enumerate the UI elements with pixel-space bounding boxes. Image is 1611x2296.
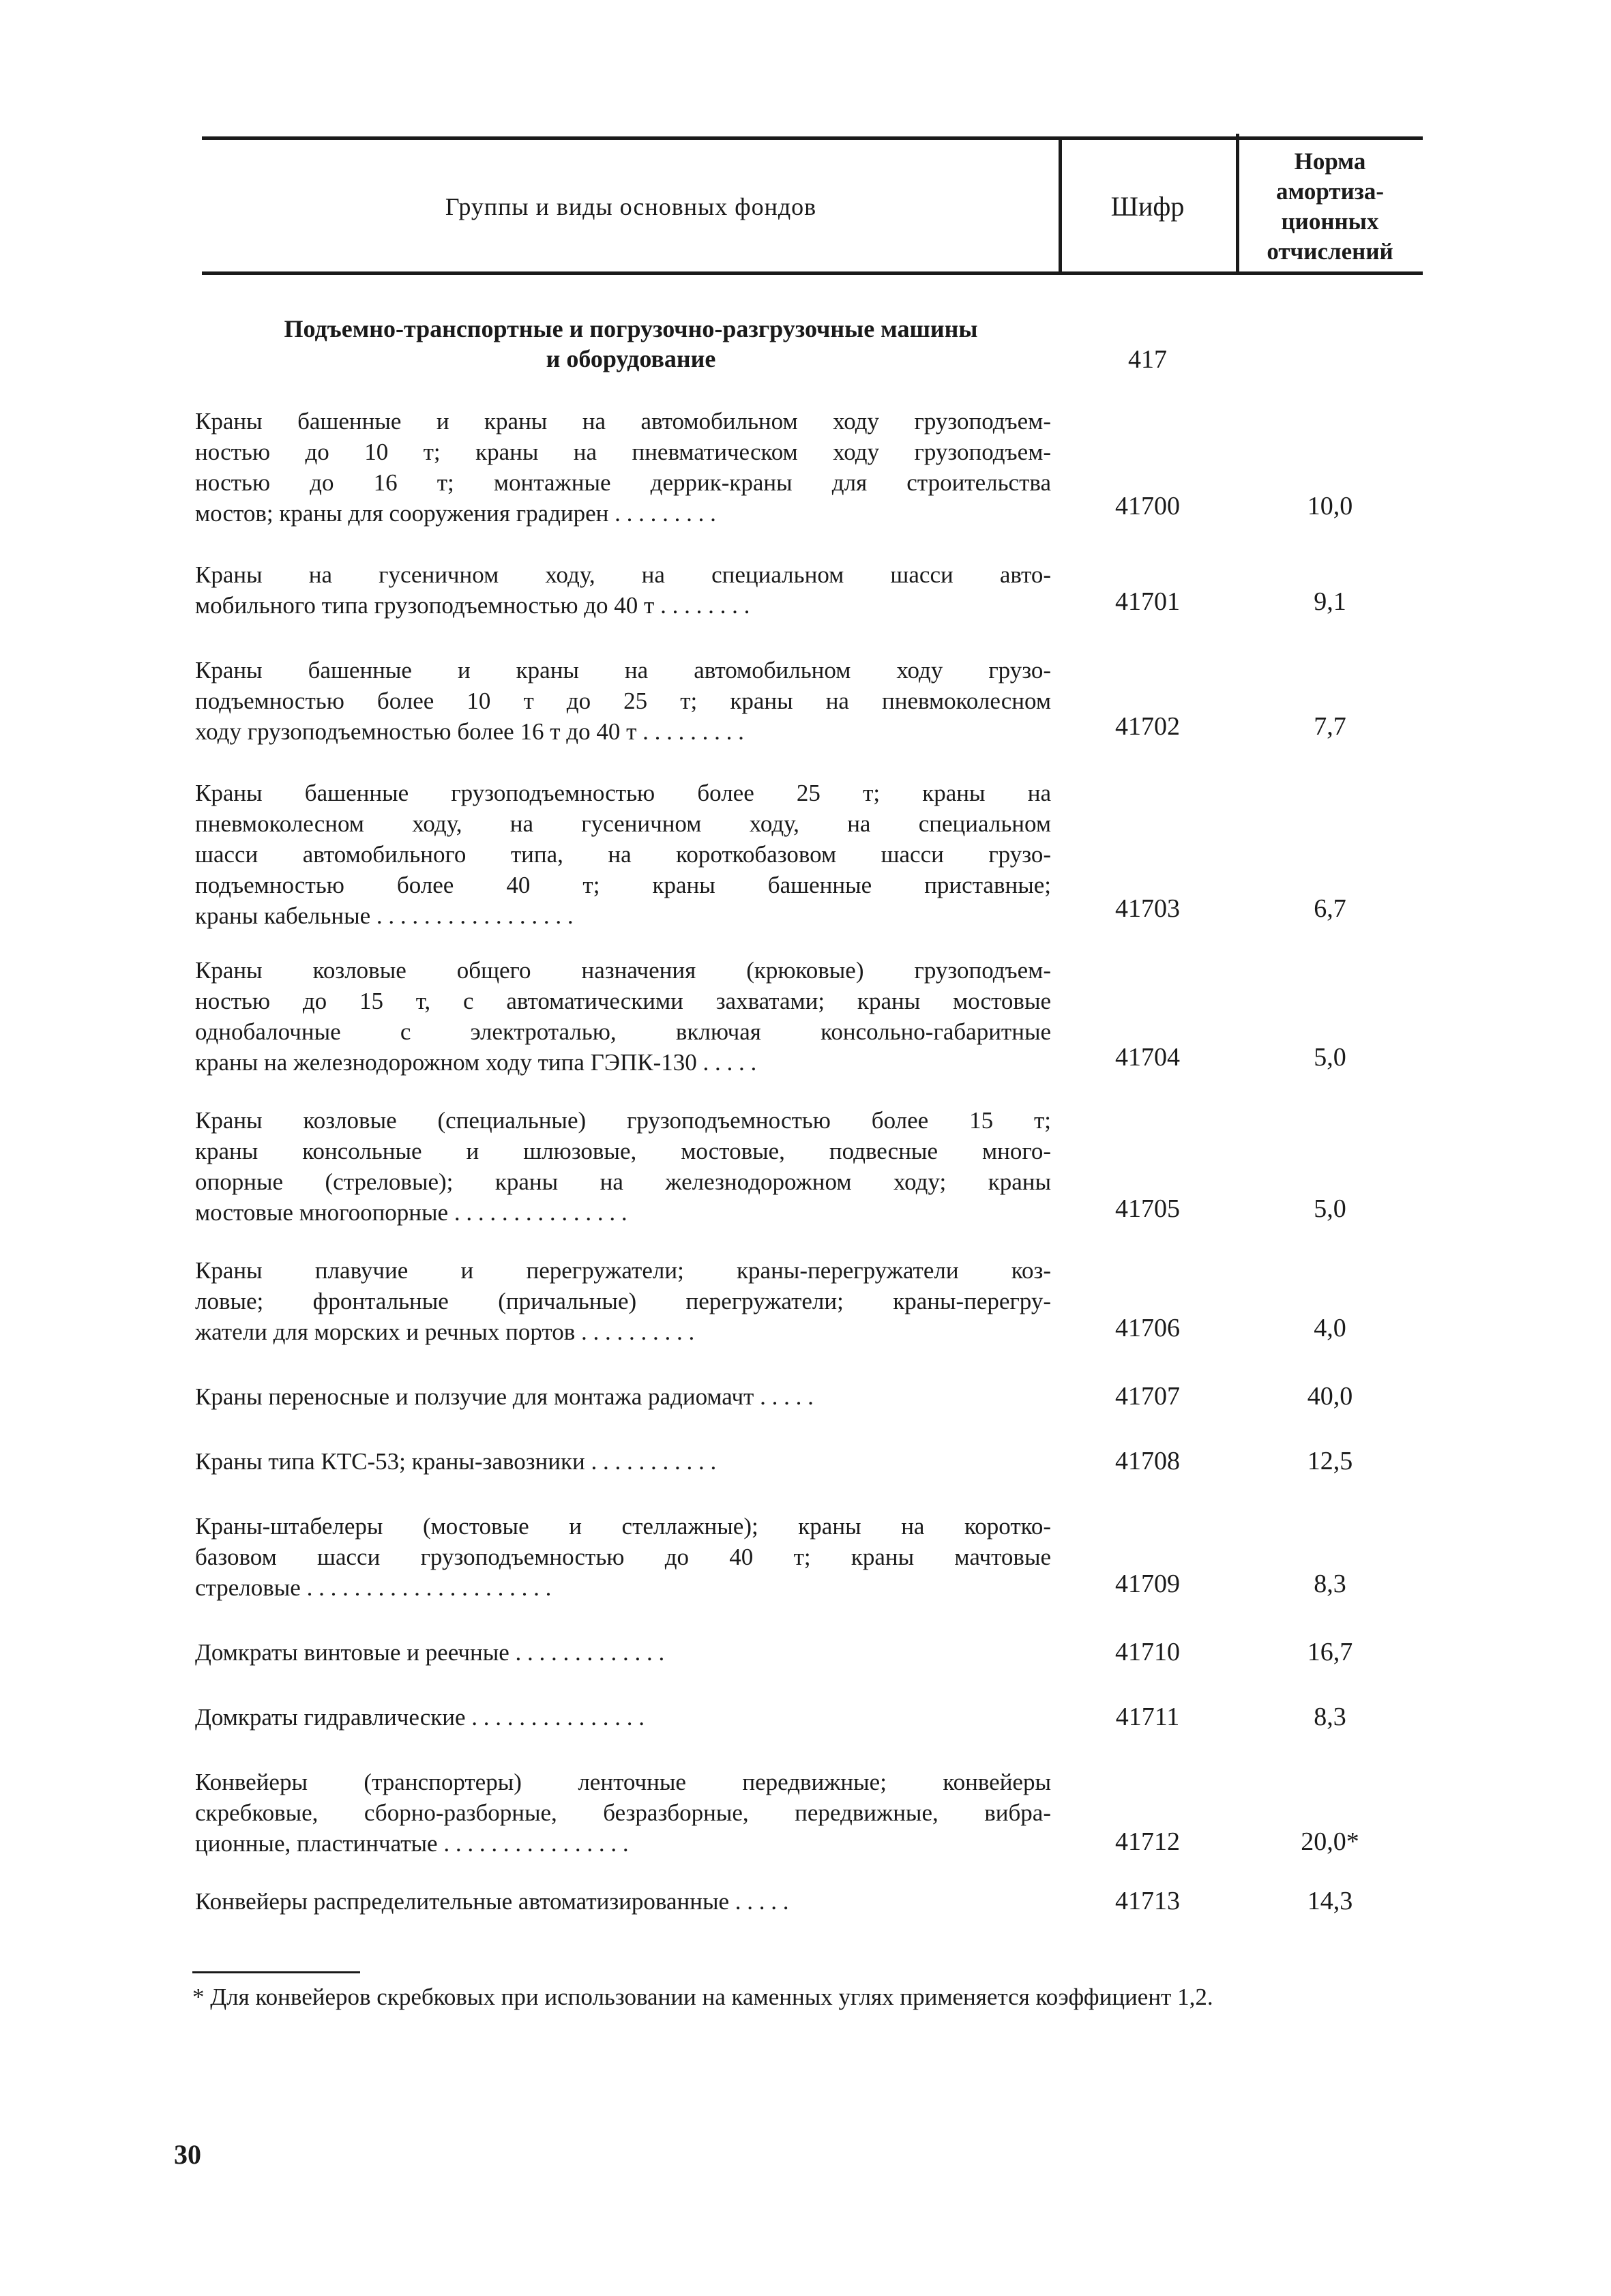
description-line: Краны башенные и краны на автомобильном ходу грузо- — [195, 657, 1051, 683]
row-description — [195, 1511, 1051, 1603]
row-norm: 40,0 — [1307, 1382, 1353, 1411]
description-line: ходу грузоподъемностью более 16 т до 40 т . . . . . . . . . — [195, 718, 744, 745]
row-description — [195, 559, 1051, 621]
row-norm: 8,3 — [1314, 1570, 1346, 1598]
description-line: мостовые многоопорные . . . . . . . . . . . . . . . — [195, 1199, 627, 1226]
header-norm-label — [1238, 140, 1422, 273]
row-description — [195, 1886, 1051, 1917]
section-title-line: и оборудование — [546, 345, 716, 372]
row-norm: 9,1 — [1314, 587, 1346, 616]
row-description — [195, 1767, 1051, 1859]
description-line: однобалочные с электроталью, включая консольно-габаритные — [195, 1018, 1051, 1045]
description-line: опорные (стреловые); краны на железнодорожном ходу; краны — [195, 1168, 1051, 1195]
description-line: краны консольные и шлюзовые, мостовые, подвесные много- — [195, 1138, 1051, 1164]
description-line: шасси автомобильного типа, на короткобазовом шасси грузо- — [195, 841, 1051, 868]
description-line: Краны на гусеничном ходу, на специальном шасси авто- — [195, 561, 1051, 588]
description-line: Краны башенные грузоподъемностью более 25 т; краны на — [195, 780, 1051, 806]
description-line: стреловые . . . . . . . . . . . . . . . . . . . . . — [195, 1574, 552, 1601]
section-title-line: Подъемно-транспортные и погрузочно-разгрузочные машины — [284, 315, 978, 342]
row-description — [195, 655, 1051, 747]
description-line: мостов; краны для сооружения градирен . . . . . . . . . — [195, 500, 716, 527]
row-norm: 10,0 — [1307, 492, 1353, 520]
row-norm: 16,7 — [1307, 1638, 1353, 1666]
row-description — [195, 406, 1051, 529]
description-line: Краны-штабелеры (мостовые и стеллажные); краны на коротко- — [195, 1513, 1051, 1540]
row-norm: 12,5 — [1307, 1447, 1353, 1475]
description-line: ловые; фронтальные (причальные) перегружатели; краны-перегру- — [195, 1288, 1051, 1314]
header-norm-line: отчислений — [1267, 237, 1393, 265]
description-line: Краны типа КТС-53; краны-завозники . . . . . . . . . . . — [195, 1448, 717, 1475]
header-norm-line: Норма — [1294, 147, 1366, 175]
row-norm: 20,0* — [1301, 1827, 1359, 1856]
description-line: Конвейеры распределительные автоматизированные . . . . . — [195, 1888, 789, 1915]
row-code: 41707 — [1115, 1382, 1180, 1411]
header-groups-label: Группы и виды основных фондов — [445, 192, 817, 220]
description-line: Краны козловые общего назначения (крюковые) грузоподъем- — [195, 957, 1051, 984]
description-line: Конвейеры (транспортеры) ленточные передвижные; конвейеры — [195, 1769, 1051, 1795]
description-line: Краны козловые (специальные) грузоподъемностью более 15 т; — [195, 1107, 1051, 1134]
description-line: базовом шасси грузоподъемностью до 40 т; краны мачтовые — [195, 1544, 1051, 1570]
row-description — [195, 1255, 1051, 1347]
header-norm-line: ционных — [1281, 207, 1379, 235]
section-code: 417 — [1128, 345, 1167, 374]
description-line: подъемностью более 40 т; краны башенные приставные; — [195, 872, 1051, 898]
row-norm: 5,0 — [1314, 1194, 1346, 1223]
header-code-label: Шифр — [1110, 191, 1185, 222]
row-code: 41705 — [1115, 1194, 1180, 1223]
page-number: 30 — [174, 2139, 201, 2170]
description-line: жатели для морских и речных портов . . . . . . . . . . — [195, 1319, 695, 1345]
description-line: Домкраты винтовые и реечные . . . . . . . . . . . . . — [195, 1639, 665, 1666]
row-norm: 8,3 — [1314, 1703, 1346, 1731]
description-line: пневмоколесном ходу, на гусеничном ходу, на специальном — [195, 810, 1051, 837]
row-norm: 6,7 — [1314, 894, 1346, 923]
row-code: 41712 — [1115, 1827, 1180, 1856]
row-code: 41702 — [1115, 712, 1180, 741]
description-line: Домкраты гидравлические . . . . . . . . . . . . . . . — [195, 1704, 645, 1731]
row-description — [195, 1446, 1051, 1477]
row-description — [195, 955, 1051, 1078]
row-code: 41713 — [1115, 1887, 1180, 1915]
section-title — [205, 314, 1057, 374]
row-code: 41706 — [1115, 1314, 1180, 1342]
description-line: ционные, пластинчатые . . . . . . . . . . . . . . . . — [195, 1830, 629, 1857]
description-line: краны кабельные . . . . . . . . . . . . . . . . . — [195, 902, 574, 929]
description-line: мобильного типа грузоподъемностью до 40 т . . . . . . . . — [195, 592, 750, 619]
description-line: Краны плавучие и перегружатели; краны-перегружатели коз- — [195, 1257, 1051, 1284]
row-description — [195, 1105, 1051, 1228]
description-line: ностью до 15 т, с автоматическими захватами; краны мостовые — [195, 988, 1051, 1014]
row-code: 41711 — [1115, 1703, 1180, 1731]
row-description — [195, 1702, 1051, 1733]
row-code: 41709 — [1115, 1570, 1180, 1598]
row-description — [195, 778, 1051, 931]
footnote-rule — [192, 1971, 360, 1973]
footnote: * Для конвейеров скребковых при использовании на каменных углях применяется коэффициент 1,2. — [192, 1984, 1213, 2010]
row-norm: 4,0 — [1314, 1314, 1346, 1342]
row-code: 41710 — [1115, 1638, 1180, 1666]
row-norm: 14,3 — [1307, 1887, 1353, 1915]
row-code: 41703 — [1115, 894, 1180, 923]
description-line: подъемностью более 10 т до 25 т; краны на пневмоколесном — [195, 688, 1051, 714]
description-line: ностью до 10 т; краны на пневматическом ходу грузоподъем- — [195, 439, 1051, 465]
header-norm-line: амортиза- — [1276, 177, 1384, 205]
row-description — [195, 1637, 1051, 1668]
description-line: Краны переносные и ползучие для монтажа радиомачт . . . . . — [195, 1383, 814, 1410]
row-description — [195, 1381, 1051, 1412]
description-line: ностью до 16 т; монтажные деррик-краны для строительства — [195, 469, 1051, 496]
row-norm: 5,0 — [1314, 1043, 1346, 1072]
description-line: краны на железнодорожном ходу типа ГЭПК-130 . . . . . — [195, 1049, 757, 1076]
row-code: 41708 — [1115, 1447, 1180, 1475]
row-code: 41700 — [1115, 492, 1180, 520]
row-code: 41704 — [1115, 1043, 1180, 1072]
description-line: Краны башенные и краны на автомобильном ходу грузоподъем- — [195, 408, 1051, 435]
row-norm: 7,7 — [1314, 712, 1346, 741]
description-line: скребковые, сборно-разборные, безразборные, передвижные, вибра- — [195, 1799, 1051, 1826]
row-code: 41701 — [1115, 587, 1180, 616]
